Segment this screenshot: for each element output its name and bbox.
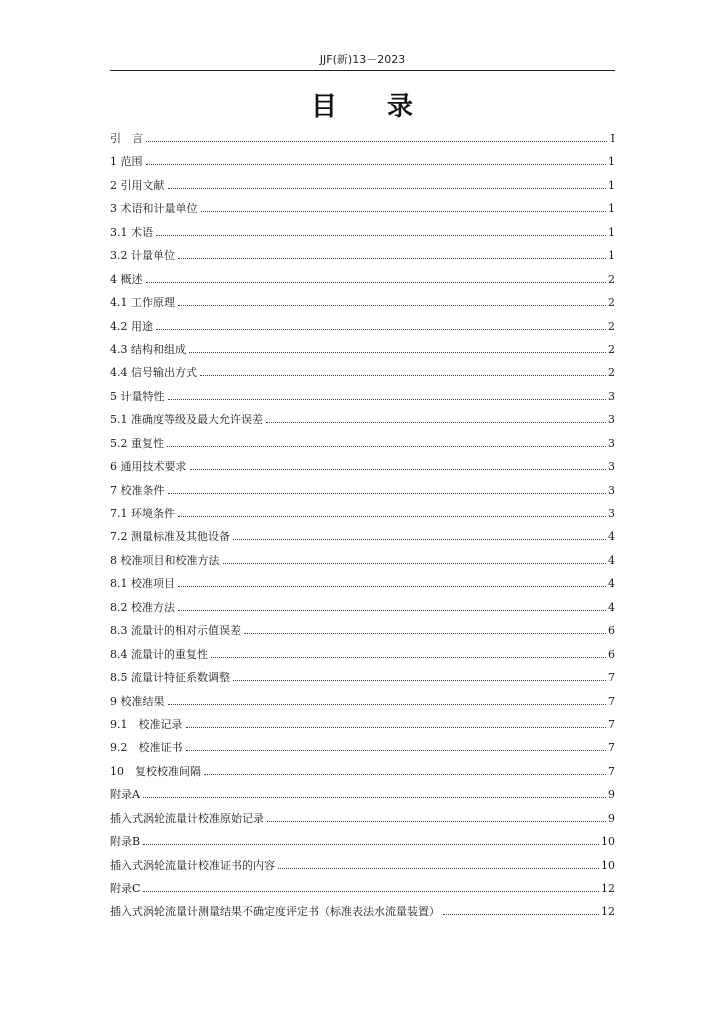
toc-entry[interactable]: [110, 834, 615, 857]
toc-leader-dots: [143, 843, 599, 845]
toc-entry-page: 12: [601, 882, 615, 895]
toc-entry[interactable]: [110, 436, 615, 459]
toc-entry-label: 9.2 校准证书: [110, 741, 183, 755]
toc-entry[interactable]: [110, 670, 615, 693]
toc-entry-label: 9.1 校准记录: [110, 717, 183, 731]
toc-entry-label: 8.3 流量计的相对示值误差: [110, 624, 241, 638]
toc-entry-label: 4.4 信号输出方式: [110, 366, 197, 380]
toc-entry[interactable]: [110, 553, 615, 576]
toc-entry-page: 4: [608, 553, 615, 567]
toc-leader-dots: [233, 538, 606, 540]
toc-entry[interactable]: [110, 272, 615, 295]
toc-entry-page: 1: [608, 249, 615, 263]
toc-leader-dots: [200, 374, 606, 376]
toc-entry-page: 10: [601, 858, 615, 872]
toc-entry-page: 3: [608, 483, 615, 497]
toc-entry-label: 7 校准条件: [110, 483, 165, 497]
toc-entry-label: 8.4 流量计的重复性: [110, 647, 208, 661]
toc-entry-label: 3.2 计量单位: [110, 249, 175, 263]
toc-entry-page: 1: [608, 155, 615, 169]
toc-entry-page: 4: [608, 577, 615, 591]
toc-entry-label: 5.1 准确度等级及最大允许误差: [110, 413, 263, 427]
toc-entry-label: 6 通用技术要求: [110, 460, 187, 474]
toc-entry[interactable]: [110, 647, 615, 670]
toc-entry[interactable]: [110, 154, 615, 177]
toc-entry-page: 7: [608, 741, 615, 755]
toc-entry-label: 插入式涡轮流量计测量结果不确定度评定书（标准表法水流量装置）: [110, 905, 440, 919]
toc-leader-dots: [233, 679, 606, 681]
toc-entry-page: 4: [608, 600, 615, 614]
toc-entry-label: 3.1 术语: [110, 225, 153, 239]
toc-entry-label: 4.3 结构和组成: [110, 342, 186, 356]
toc-entry-label: 插入式涡轮流量计校准原始记录: [110, 811, 264, 825]
toc-leader-dots: [223, 562, 607, 564]
toc-entry-page: 2: [608, 366, 615, 380]
toc-entry-page: 2: [608, 272, 615, 286]
toc-entry-label: 5 计量特性: [110, 389, 165, 403]
toc-entry[interactable]: [110, 764, 615, 787]
toc-entry[interactable]: [110, 858, 615, 881]
toc-entry-label: 引 言: [110, 132, 143, 145]
toc-leader-dots: [167, 445, 606, 447]
toc-leader-dots: [146, 281, 607, 283]
toc-entry-label: 4 概述: [110, 272, 143, 286]
toc-entry-page: 7: [608, 764, 615, 778]
toc-entry-page: 9: [608, 788, 615, 802]
toc-entry-label: 8.1 校准项目: [110, 577, 175, 591]
toc-entry-label: 4.1 工作原理: [110, 296, 175, 310]
toc-entry-page: 4: [608, 530, 615, 544]
toc-leader-dots: [443, 913, 599, 915]
toc-entry-label: 4.2 用途: [110, 319, 153, 333]
toc-entry[interactable]: [110, 694, 615, 717]
toc-entry-page: 7: [608, 694, 615, 708]
toc-entry[interactable]: [110, 787, 615, 810]
page-title: [0, 90, 724, 124]
toc-leader-dots: [156, 328, 606, 330]
toc-entry-page: 3: [608, 436, 615, 450]
toc-entry-label: 附录C: [110, 882, 141, 895]
toc-leader-dots: [143, 890, 599, 892]
toc-entry-page: 3: [608, 413, 615, 427]
toc-entry[interactable]: [110, 295, 615, 318]
toc-leader-dots: [204, 773, 606, 775]
toc-leader-dots: [190, 468, 607, 470]
toc-entry[interactable]: [110, 342, 615, 365]
toc-entry[interactable]: [110, 623, 615, 646]
toc-leader-dots: [143, 796, 606, 798]
toc-entry[interactable]: [110, 365, 615, 388]
toc-entry-page: 2: [608, 342, 615, 356]
toc-entry-page: 6: [608, 647, 615, 661]
page-header: [110, 52, 615, 71]
toc-entry-page: 7: [608, 671, 615, 685]
toc-entry[interactable]: [110, 201, 615, 224]
toc-leader-dots: [178, 304, 606, 306]
toc-entry-label: 10 复校校准间隔: [110, 764, 201, 778]
toc-entry[interactable]: [110, 178, 615, 201]
toc-entry[interactable]: [110, 576, 615, 599]
toc-entry[interactable]: [110, 881, 615, 904]
table-of-contents: [110, 131, 615, 928]
toc-entry[interactable]: [110, 131, 615, 154]
toc-entry[interactable]: [110, 529, 615, 552]
toc-entry[interactable]: [110, 717, 615, 740]
toc-entry-label: 附录A: [110, 788, 140, 802]
toc-entry-label: 5.2 重复性: [110, 436, 164, 450]
toc-entry-label: 1 范围: [110, 155, 143, 169]
toc-entry[interactable]: [110, 248, 615, 271]
toc-leader-dots: [266, 421, 606, 423]
toc-leader-dots: [278, 867, 599, 869]
toc-entry-label: 附录B: [110, 835, 141, 849]
toc-entry-page: 6: [608, 624, 615, 638]
toc-entry-page: 9: [608, 811, 615, 825]
toc-entry-page: 7: [608, 717, 615, 731]
toc-leader-dots: [186, 749, 607, 751]
toc-entry-label: 9 校准结果: [110, 694, 165, 708]
toc-leader-dots: [244, 632, 606, 634]
toc-leader-dots: [168, 187, 607, 189]
toc-entry[interactable]: [110, 225, 615, 248]
toc-leader-dots: [267, 820, 606, 822]
toc-entry-page: 3: [608, 507, 615, 520]
toc-leader-dots: [186, 726, 607, 728]
toc-entry[interactable]: [110, 459, 615, 482]
toc-entry[interactable]: [110, 389, 615, 412]
toc-entry-label: 7.1 环境条件: [110, 507, 175, 520]
toc-entry-page: 12: [601, 905, 615, 919]
toc-entry-page: 1: [608, 178, 615, 192]
toc-entry-page: 2: [608, 319, 615, 333]
toc-leader-dots: [168, 492, 607, 494]
toc-leader-dots: [156, 234, 606, 236]
toc-leader-dots: [146, 140, 607, 142]
toc-entry-page: 1: [608, 225, 615, 239]
toc-entry-label: 2 引用文献: [110, 178, 165, 192]
toc-entry-label: 8.5 流量计特征系数调整: [110, 671, 230, 685]
standard-code: JJF(新)13－2023: [319, 53, 406, 66]
toc-leader-dots: [168, 703, 607, 705]
toc-entry-page: 3: [608, 460, 615, 474]
toc-entry[interactable]: [110, 600, 615, 623]
toc-leader-dots: [178, 515, 606, 517]
toc-entry[interactable]: [110, 811, 615, 834]
toc-leader-dots: [178, 257, 606, 259]
toc-leader-dots: [146, 163, 607, 165]
toc-leader-dots: [168, 398, 607, 400]
toc-leader-dots: [211, 656, 606, 658]
toc-entry[interactable]: [110, 483, 615, 506]
toc-entry-page: 3: [608, 389, 615, 403]
title-char-1: 目: [310, 92, 337, 122]
toc-leader-dots: [189, 351, 606, 353]
toc-entry[interactable]: [110, 319, 615, 342]
toc-entry[interactable]: [110, 412, 615, 435]
toc-entry-label: 3 术语和计量单位: [110, 202, 198, 216]
toc-entry-page: 1: [608, 202, 615, 216]
toc-leader-dots: [178, 585, 606, 587]
toc-entry[interactable]: [110, 904, 615, 927]
toc-entry-label: 7.2 测量标准及其他设备: [110, 530, 230, 544]
toc-entry-label: 插入式涡轮流量计校准证书的内容: [110, 858, 275, 872]
toc-leader-dots: [201, 210, 607, 212]
toc-entry-page: I: [610, 132, 615, 145]
toc-entry-label: 8.2 校准方法: [110, 600, 175, 614]
toc-entry-page: 2: [608, 296, 615, 310]
title-char-2: 录: [387, 92, 414, 122]
toc-leader-dots: [178, 609, 606, 611]
toc-entry[interactable]: [110, 506, 615, 529]
toc-entry[interactable]: [110, 740, 615, 763]
toc-entry-page: 10: [601, 835, 615, 849]
toc-entry-label: 8 校准项目和校准方法: [110, 553, 220, 567]
